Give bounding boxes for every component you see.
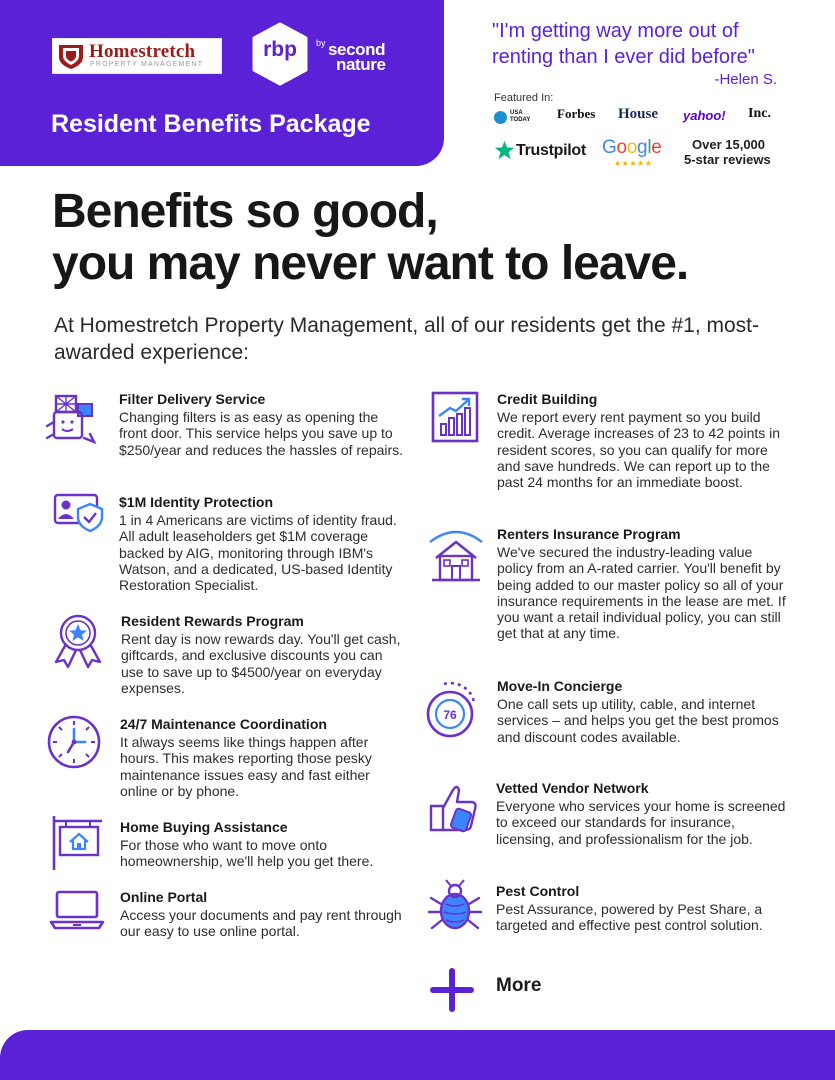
testimonial-author: -Helen S. xyxy=(714,71,777,88)
benefit-title-identity-protection: $1M Identity Protection xyxy=(119,494,274,510)
google-letter: o xyxy=(616,137,627,158)
benefit-desc-identity-protection: 1 in 4 Americans are victims of identity fraud. All adult leaseholders get $1M coverage backed by AIG, monitoring through IBM's Watson, and a dedicated, US-based Identity Restoration Specialist. xyxy=(119,512,397,594)
benefit-desc-online-portal: Access your documents and pay rent through our easy to use online portal. xyxy=(120,907,402,940)
featured-in-label: Featured In: xyxy=(494,92,554,104)
package-title: Resident Benefits Package xyxy=(51,110,371,138)
thumbs-up-icon xyxy=(425,778,485,838)
thermostat-value: 76 xyxy=(443,708,457,722)
partner-name-line2: nature xyxy=(336,55,386,74)
thermostat-icon xyxy=(422,682,482,742)
benefit-desc-renters-insurance: We've secured the industry-leading value policy from an A-rated carrier. You'll benefit by being added to our master policy so all of your insurance requirements in the lease are met. If you want a retail individual policy, you can still get that at any time. xyxy=(497,544,786,642)
reviews-count: Over 15,000 xyxy=(692,137,766,152)
benefit-title-resident-rewards: Resident Rewards Program xyxy=(121,613,304,629)
benefit-desc-vetted-vendor: Everyone who services your home is screened to exceed our standards for insurance, licensing, and professionalism for the job. xyxy=(496,798,786,847)
intro-text: At Homestretch Property Management, all of our residents get the #1, most-awarded experience: xyxy=(54,314,759,364)
credit-chart-icon xyxy=(428,388,488,448)
plus-icon xyxy=(430,968,474,1012)
rbp-logo-text: rbp xyxy=(263,38,297,61)
reviews-label: 5-star reviews xyxy=(684,152,771,167)
google-rating-stars: ★★★★★ xyxy=(614,159,653,168)
home-sign-icon xyxy=(50,814,110,874)
benefit-title-home-buying: Home Buying Assistance xyxy=(120,819,288,835)
trustpilot-star-icon xyxy=(494,140,515,161)
shield-logo-icon xyxy=(57,42,85,70)
homestretch-logo xyxy=(52,38,222,74)
google-letter: g xyxy=(637,137,648,158)
press-yahoo: yahoo! xyxy=(683,108,726,123)
press-usa-today: USA TODAY xyxy=(510,110,531,123)
identity-protection-icon xyxy=(52,488,112,548)
google-logo xyxy=(602,137,662,159)
bug-icon xyxy=(426,878,486,938)
benefit-title-move-in-concierge: Move-In Concierge xyxy=(497,678,623,694)
google-letter: o xyxy=(626,137,638,158)
header-band xyxy=(0,0,444,166)
benefit-title-online-portal: Online Portal xyxy=(120,889,208,905)
more-link[interactable]: More xyxy=(496,975,542,996)
benefit-desc-credit-building: We report every rent payment so you build credit. Average increases of 23 to 42 points in resident scores, so you can qualify for more and save hundreds. We can report up to the past 24 months for an immediate boost. xyxy=(497,409,781,491)
google-letter: G xyxy=(602,137,617,158)
company-subtitle: PROPERTY MANAGEMENT xyxy=(90,61,204,68)
benefit-desc-maintenance: It always seems like things happen after hours. This makes reporting those pesky maintenance issues easy and fast either online or by phone. xyxy=(120,734,372,799)
partner-name-line1: second xyxy=(328,40,386,59)
benefit-desc-resident-rewards: Rent day is now rewards day. You'll get cash, giftcards, and exclusive discounts you can use to save up to $4500/year on everyday expenses. xyxy=(121,631,401,696)
google-letter: e xyxy=(651,137,662,158)
partner-by: by xyxy=(316,38,326,48)
benefit-title-pest-control: Pest Control xyxy=(496,883,580,899)
filter-delivery-icon xyxy=(44,390,104,450)
trustpilot-logo: Trustpilot xyxy=(516,142,586,159)
benefit-desc-filter-delivery: Changing filters is as easy as opening the front door. This service helps you save up to $250/year and reduces the hassles of repairs. xyxy=(119,409,404,458)
laptop-icon xyxy=(48,884,108,944)
rewards-ribbon-icon xyxy=(48,610,108,670)
benefit-title-filter-delivery: Filter Delivery Service xyxy=(119,391,266,407)
testimonial-quote: "I'm getting way more out of renting than I ever did before" xyxy=(492,20,755,68)
company-name: Homestretch xyxy=(89,41,196,62)
headline-line-2: you may never want to leave. xyxy=(52,237,689,290)
benefit-title-renters-insurance: Renters Insurance Program xyxy=(497,526,681,542)
usa-today-dot-icon xyxy=(494,111,507,124)
footer-band xyxy=(0,1030,835,1080)
press-house: House xyxy=(618,106,659,122)
benefit-desc-pest-control: Pest Assurance, powered by Pest Share, a targeted and effective pest control solution. xyxy=(496,901,763,934)
benefit-title-credit-building: Credit Building xyxy=(497,391,598,407)
press-forbes: Forbes xyxy=(557,106,596,121)
headline-line-1: Benefits so good, xyxy=(52,185,438,238)
benefit-desc-home-buying: For those who want to move onto homeownership, we'll help you get there. xyxy=(120,837,374,870)
google-letter: l xyxy=(647,137,652,158)
benefit-desc-move-in-concierge: One call sets up utility, cable, and internet services – and helps you get the best promos and discount codes available. xyxy=(497,696,779,745)
benefit-title-vetted-vendor: Vetted Vendor Network xyxy=(496,780,649,796)
clock-icon xyxy=(46,712,106,772)
insured-house-icon xyxy=(428,528,488,588)
benefit-title-maintenance: 24/7 Maintenance Coordination xyxy=(120,716,327,732)
press-inc: Inc. xyxy=(748,106,771,121)
